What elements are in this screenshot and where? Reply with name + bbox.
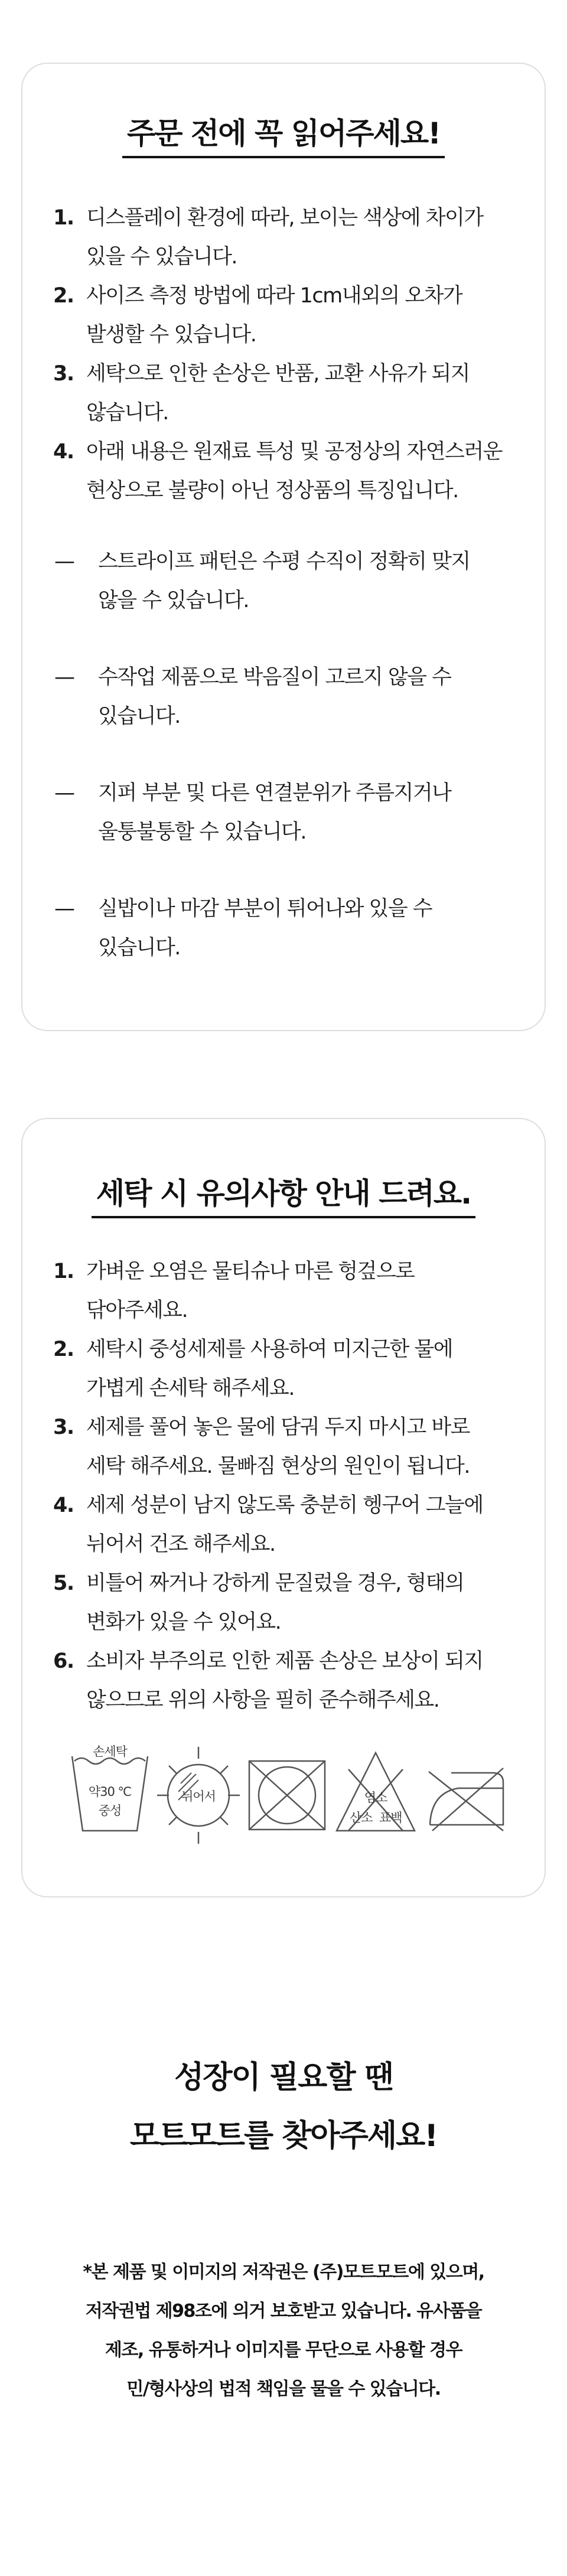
notice-list [53, 198, 521, 510]
list-item: — 지퍼 부분 및 다른 연결분위가 주름지거나 울퉁불퉁할 수 있습니다. [54, 781, 451, 844]
list-item: — 스트라이프 패턴은 수평 수직이 정확히 맞지 않을 수 있습니다. [54, 550, 470, 612]
care-list [53, 1252, 521, 1720]
list-item: 3. 세탁으로 인한 손상은 반품, 교환 사유가 되지 않습니다. [53, 362, 470, 425]
no-iron-icon [423, 1742, 506, 1848]
no-bleach-icon: 염소 산소 표백 [334, 1742, 417, 1848]
notice-card [21, 63, 546, 1031]
list-item: 1. 가벼운 오염은 물티슈나 마른 헝겊으로 닦아주세요. [53, 1260, 415, 1322]
list-item: 4. 세제 성분이 남지 않도록 충분히 헹구어 그늘에 뉘어서 건조 해주세요. [53, 1494, 483, 1556]
dry-flat-icon: 뉘어서 [157, 1742, 240, 1848]
list-item: — 수작업 제품으로 박음질이 고르지 않을 수 있습니다. [54, 666, 451, 728]
list-item: 6. 소비자 부주의로 인한 제품 손상은 보상이 되지 않으므로 위의 사항을 필히 준수해주세요. [53, 1649, 483, 1712]
care-symbols [69, 1742, 506, 1848]
notice-title: 주문 전에 꼭 읽어주세요! [22, 110, 545, 158]
hand-wash-icon: 손세탁 약30 ℃ 중성 [69, 1742, 151, 1848]
list-item: 2. 세탁시 중성세제를 사용하여 미지근한 물에 가볍게 손세탁 해주세요. [53, 1338, 453, 1400]
list-item: 2. 사이즈 측정 방법에 따라 1cm내외의 오차가 발생할 수 있습니다. [53, 284, 462, 347]
list-item: 1. 디스플레이 환경에 따라, 보이는 색상에 차이가 있을 수 있습니다. [53, 206, 483, 269]
care-card [21, 1118, 546, 1897]
list-item: 4. 아래 내용은 원재료 특성 및 공정상의 자연스러운 현상으로 불량이 아닌 정상품의 특징입니다. [53, 440, 502, 503]
no-tumble-dry-icon [246, 1742, 328, 1848]
defect-note-list [53, 542, 521, 967]
brand-slogan: 성장이 필요할 땐 모트모트를 찾아주세요! [129, 2060, 438, 2154]
copyright-notice: *본 제품 및 이미지의 저작권은 (주)모트모트에 있으며, 저작권법 제98조에 의거 보호받고 있습니다. 유사품을 제조, 유통하거나 이미지를 무단으로 사용할 경우 민/형사상의 법적 책임을 물을 수 있습니다. [83, 2262, 484, 2399]
care-title: 세탁 시 유의사항 안내 드려요. [22, 1170, 545, 1218]
list-item: — 실밥이나 마감 부분이 튀어나와 있을 수 있습니다. [54, 897, 432, 960]
list-item: 3. 세제를 풀어 놓은 물에 담궈 두지 마시고 바로 세탁 해주세요. 물빠짐 현상의 원인이 됩니다. [53, 1416, 470, 1478]
list-item: 5. 비틀어 짜거나 강하게 문질렀을 경우, 형태의 변화가 있을 수 있어요. [53, 1571, 464, 1634]
